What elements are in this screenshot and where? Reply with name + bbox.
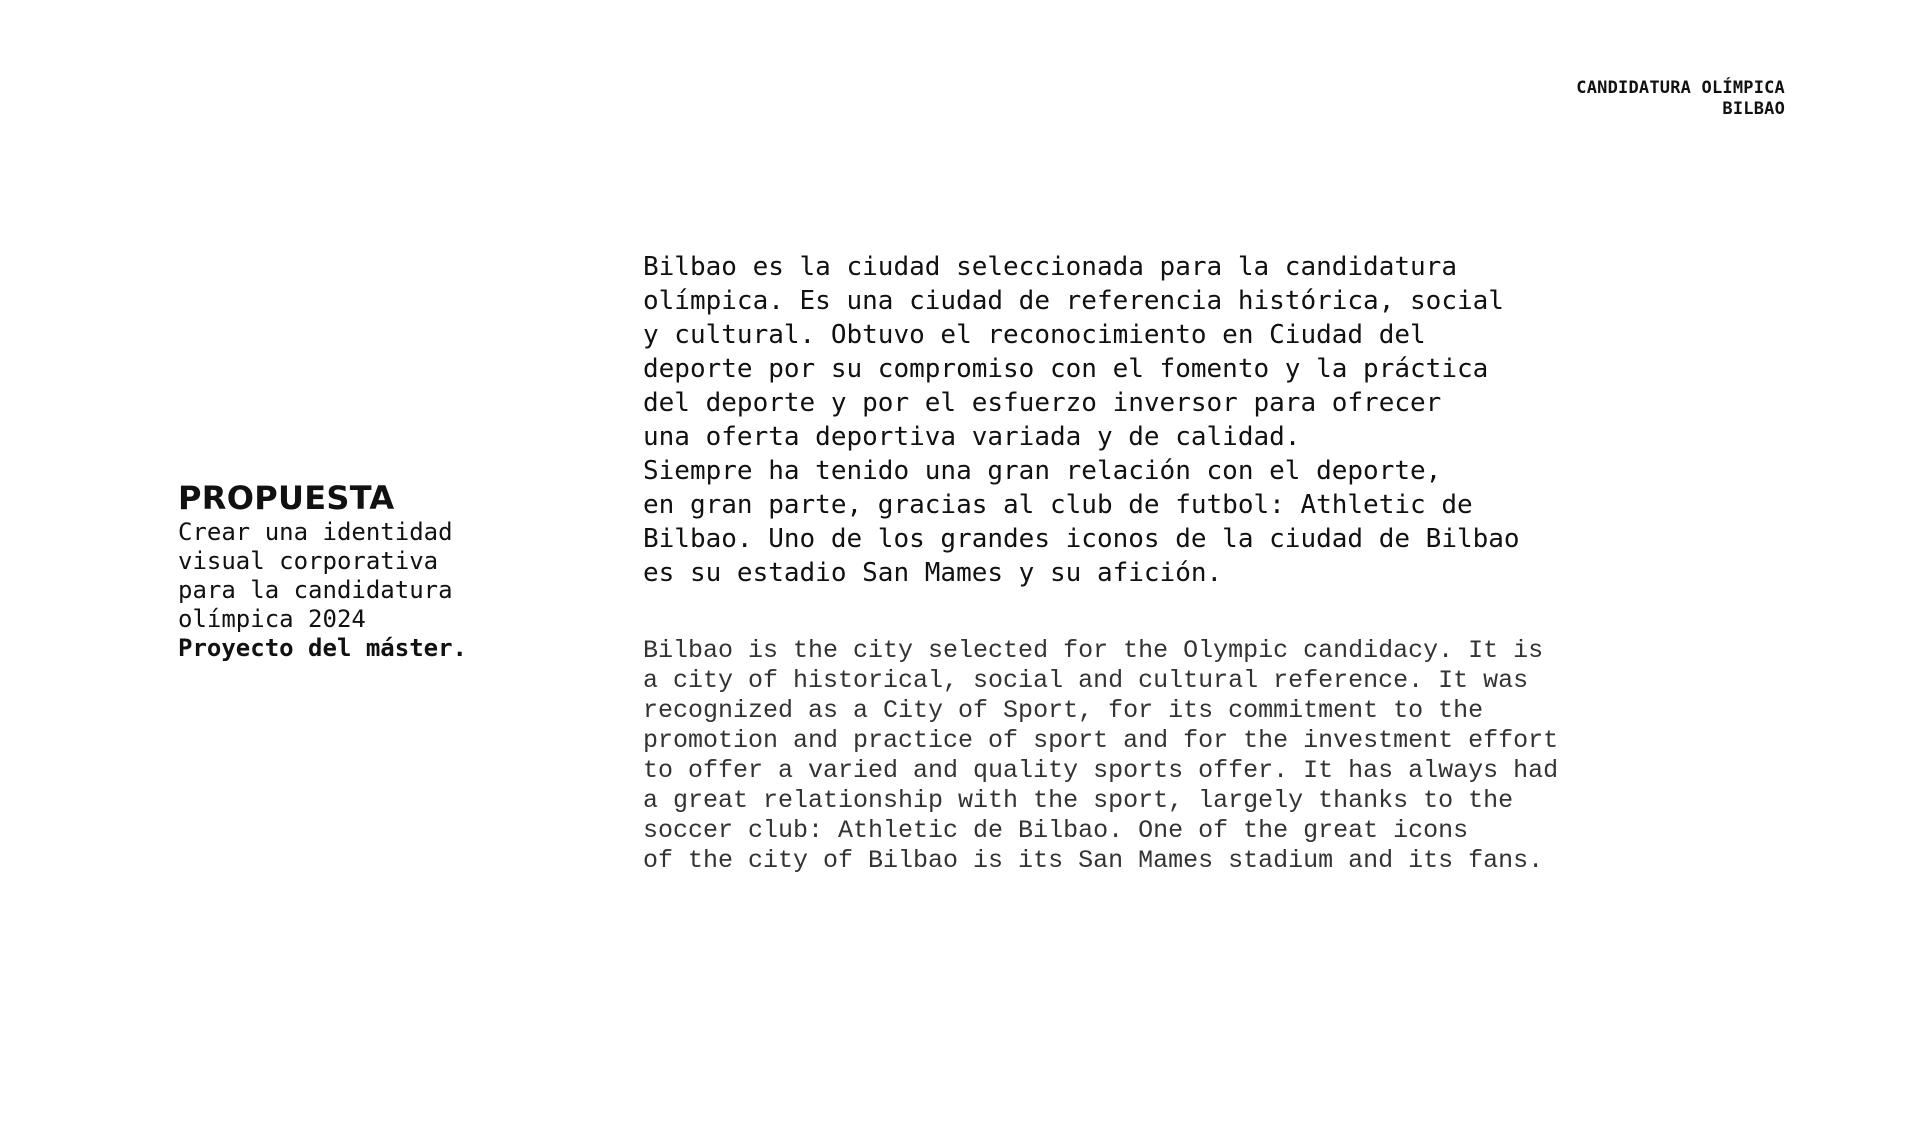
proposal-block: [178, 478, 508, 663]
header-city: BILBAO: [1722, 99, 1785, 119]
proposal-note: Proyecto del máster.: [178, 634, 467, 662]
paragraph-line: una oferta deportiva variada y de calidad.: [643, 422, 1301, 452]
paragraph-line: a city of historical, social and cultural reference. It was: [643, 666, 1529, 695]
paragraph-line: deporte por su compromiso con el fomento y la práctica: [643, 354, 1489, 384]
document-header: [1576, 78, 1785, 120]
header-title: CANDIDATURA OLÍMPICA: [1576, 78, 1785, 98]
english-paragraph: [643, 636, 1558, 876]
paragraph-line: Bilbao es la ciudad seleccionada para la candidatura: [643, 252, 1457, 282]
paragraph-line: Siempre ha tenido una gran relación con el deporte,: [643, 456, 1442, 486]
proposal-line: visual corporativa: [178, 547, 439, 575]
proposal-line: olímpica 2024: [178, 605, 366, 633]
paragraph-line: es su estadio San Mames y su afición.: [643, 558, 1223, 588]
paragraph-line: del deporte y por el esfuerzo inversor para ofrecer: [643, 388, 1442, 418]
paragraph-line: a great relationship with the sport, largely thanks to the: [643, 786, 1514, 815]
paragraph-line: soccer club: Athletic de Bilbao. One of the great icons: [643, 816, 1469, 845]
paragraph-line: recognized as a City of Sport, for its commitment to the: [643, 696, 1484, 725]
paragraph-line: promotion and practice of sport and for the investment effort: [643, 726, 1559, 755]
spanish-paragraph: [643, 250, 1520, 590]
proposal-line: para la candidatura: [178, 576, 453, 604]
paragraph-line: Bilbao. Uno de los grandes iconos de la ciudad de Bilbao: [643, 524, 1520, 554]
proposal-line: Crear una identidad: [178, 518, 453, 546]
paragraph-line: en gran parte, gracias al club de futbol: Athletic de: [643, 490, 1473, 520]
paragraph-line: y cultural. Obtuvo el reconocimiento en Ciudad del: [643, 320, 1426, 350]
paragraph-line: olímpica. Es una ciudad de referencia histórica, social: [643, 286, 1504, 316]
paragraph-line: to offer a varied and quality sports offer. It has always had: [643, 756, 1559, 785]
paragraph-line: of the city of Bilbao is its San Mames stadium and its fans.: [643, 846, 1544, 875]
paragraph-line: Bilbao is the city selected for the Olympic candidacy. It is: [643, 636, 1544, 665]
proposal-title: PROPUESTA: [178, 479, 395, 517]
